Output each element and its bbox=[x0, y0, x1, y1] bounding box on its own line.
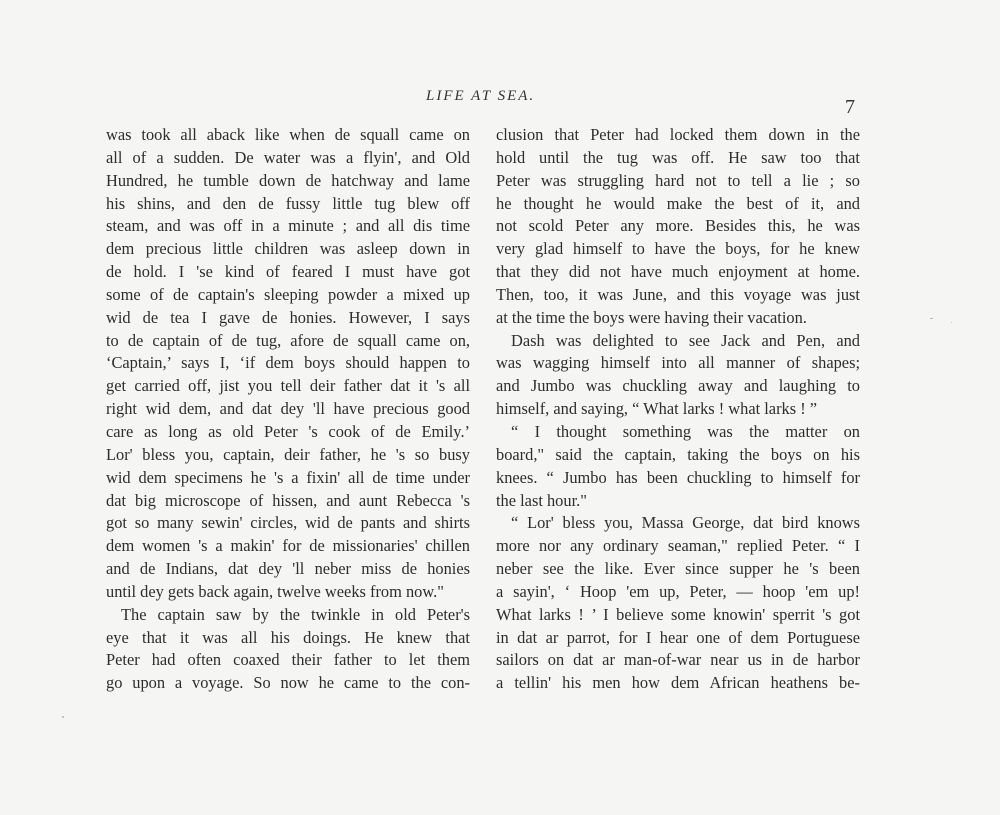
running-title: LIFE AT SEA. bbox=[426, 88, 536, 104]
left-text-column bbox=[106, 124, 470, 695]
text-line: his shins, and den de fussy little tug blew off bbox=[106, 193, 470, 213]
text-line: and Jumbo was chuckling away and laughing to bbox=[496, 376, 860, 396]
text-line: care as long as old Peter 's cook of de Emily.’ bbox=[106, 421, 470, 441]
text-line: and de Indians, dat dey 'll neber miss de honies bbox=[106, 559, 470, 579]
text-line: wid dem specimens he 's a fixin' all de time under bbox=[106, 467, 470, 487]
text-line: that they did not have much enjoyment at home. bbox=[496, 262, 860, 282]
text-line: a tellin' his men how dem African heathens be- bbox=[496, 673, 860, 693]
text-line: What larks ! ’ I believe some knowin' sperrit 's got bbox=[496, 604, 860, 624]
text-line: wid de tea I gave de honies. However, I says bbox=[106, 307, 470, 327]
text-line: Dash was delighted to see Jack and Pen, and bbox=[511, 330, 860, 350]
text-line: dem women 's a makin' for de missionaries' chillen bbox=[106, 536, 470, 556]
text-line: got so many sewin' circles, wid de pants and shirts bbox=[106, 513, 470, 533]
text-line: in dat ar parrot, for I hear one of dem Portuguese bbox=[496, 627, 860, 647]
text-line: some of de captain's sleeping powder a mixed up bbox=[106, 284, 470, 304]
text-line: board," said the captain, taking the boys on his bbox=[496, 444, 860, 464]
text-line: The captain saw by the twinkle in old Peter's bbox=[121, 604, 470, 624]
text-line: Peter was struggling hard not to tell a lie ; so bbox=[496, 170, 860, 190]
text-line: Hundred, he tumble down de hatchway and lame bbox=[106, 170, 470, 190]
text-line: “ I thought something was the matter on bbox=[511, 421, 860, 441]
text-line: sailors on dat ar man-of-war near us in de harbor bbox=[496, 650, 860, 670]
text-line: to de captain of de tug, afore de squall came on, bbox=[106, 330, 470, 350]
text-line: was wagging himself into all manner of shapes; bbox=[496, 353, 860, 373]
paper-speck bbox=[951, 322, 952, 323]
text-line: not scold Peter any more. Besides this, he was bbox=[496, 216, 860, 236]
text-line: right wid dem, and dat dey 'll have precious good bbox=[106, 399, 470, 419]
text-line: Then, too, it was June, and this voyage was just bbox=[496, 284, 860, 304]
text-line: was took all aback like when de squall came on bbox=[106, 125, 470, 144]
text-line: dat big microscope of hissen, and aunt Rebecca 's bbox=[106, 490, 470, 510]
text-line: ‘Captain,’ says I, ‘if dem boys should happen to bbox=[106, 353, 470, 373]
text-line: the last hour." bbox=[496, 490, 587, 510]
text-line: de hold. I 'se kind of feared I must have got bbox=[106, 262, 470, 282]
text-line: dem precious little children was asleep down in bbox=[106, 239, 470, 259]
text-line: more nor any ordinary seaman," replied Peter. “ I bbox=[496, 536, 860, 556]
text-line: neber see the like. Ever since supper he 's been bbox=[496, 559, 860, 579]
text-line: Lor' bless you, captain, deir father, he 's so busy bbox=[106, 444, 470, 464]
text-line: Peter had often coaxed their father to let them bbox=[106, 650, 470, 670]
right-text-column bbox=[496, 124, 860, 695]
text-line: a sayin', ‘ Hoop 'em up, Peter, — hoop 'em up! bbox=[496, 581, 860, 601]
text-line: he thought he would make the best of it, and bbox=[496, 193, 860, 213]
text-line: hold until the tug was off. He saw too that bbox=[496, 147, 860, 167]
text-line: get carried off, jist you tell deir father dat it 's all bbox=[106, 376, 470, 396]
paper-speck bbox=[62, 716, 64, 718]
text-line: go upon a voyage. So now he came to the con- bbox=[106, 673, 470, 693]
text-line: all of a sudden. De water was a flyin', and Old bbox=[106, 147, 470, 167]
page-number: 7 bbox=[845, 96, 855, 118]
text-line: very glad himself to have the boys, for he knew bbox=[496, 239, 860, 259]
text-line: knees. “ Jumbo has been chuckling to himself for bbox=[496, 467, 860, 487]
text-line: at the time the boys were having their vacation. bbox=[496, 307, 807, 327]
text-line: steam, and was off in a minute ; and all dis time bbox=[106, 216, 470, 236]
paper-speck bbox=[930, 318, 933, 319]
text-line: himself, and saying, “ What larks ! what larks ! ” bbox=[496, 399, 818, 419]
text-line: “ Lor' bless you, Massa George, dat bird knows bbox=[511, 513, 860, 533]
text-line: until dey gets back again, twelve weeks from now." bbox=[106, 581, 444, 601]
text-line: clusion that Peter had locked them down in the bbox=[496, 125, 860, 144]
text-line: eye that it was all his doings. He knew that bbox=[106, 627, 470, 647]
